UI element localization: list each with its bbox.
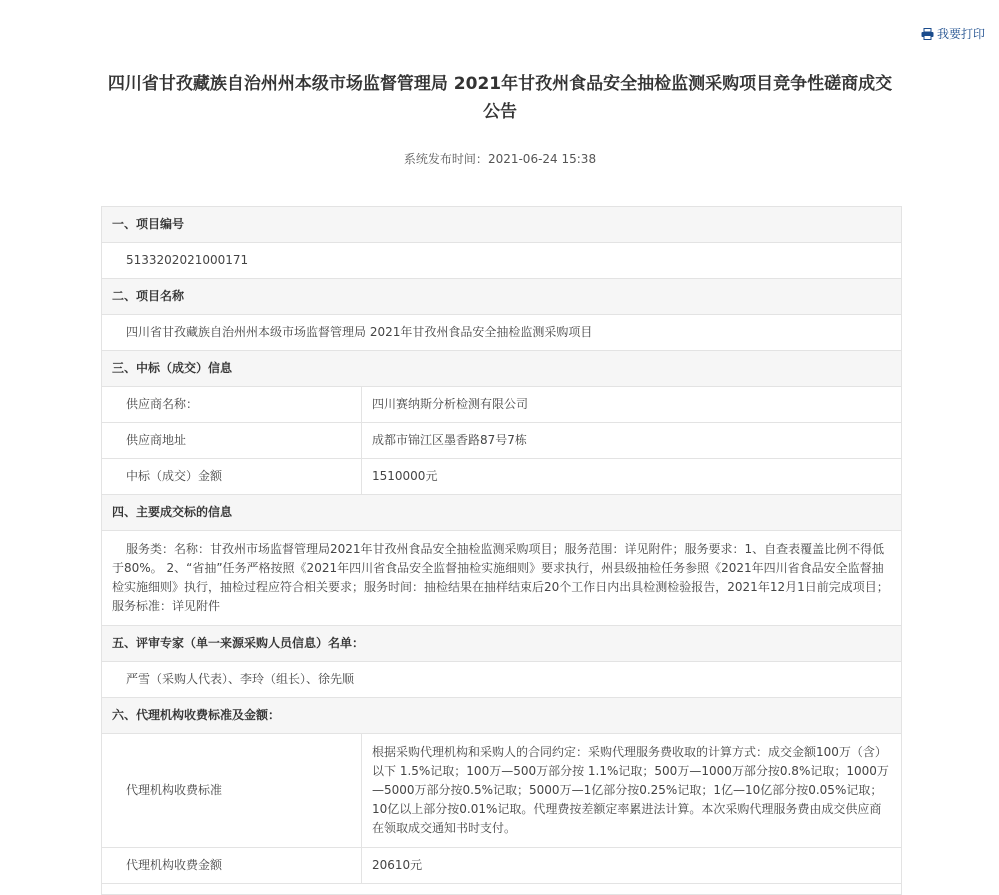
- project-number: 5133202021000171: [102, 243, 902, 279]
- subject-info-text: 服务类：名称：甘孜州市场监督管理局2021年甘孜州食品安全抽检监测采购项目；服务范围：详见附件；服务要求：1、自查表覆盖比例不得低于80%。 2、“省抽”任务严格按照《2021年四川省食品安全监督抽检实施细则》要求执行，州县级抽检任务参照《2021年四川省食品安全监督抽检实施细则》执行，抽检过程应符合相关要求；服务时间：抽检结果在抽样结束后20个工作日内出具检测检验报告，2021年12月1日前完成项目；服务标准：详见附件: [102, 531, 902, 626]
- section-heading-project-number: 一、项目编号: [102, 207, 902, 243]
- print-link[interactable]: [921, 25, 985, 42]
- supplier-name-value: 四川赛纳斯分析检测有限公司: [362, 387, 902, 423]
- publish-time: [100, 150, 900, 167]
- section-heading-agency-fee: 六、代理机构收费标准及金额：: [102, 698, 902, 734]
- announcement-table: [101, 206, 902, 895]
- supplier-address-label: 供应商地址: [102, 423, 362, 459]
- fee-standard-label: 代理机构收费标准: [102, 734, 362, 848]
- publish-time-label: 系统发布时间：: [403, 152, 488, 166]
- award-amount-value: 1510000元: [362, 459, 902, 495]
- section-heading-award-info: 三、中标（成交）信息: [102, 351, 902, 387]
- fee-amount-value: 20610元: [362, 848, 902, 884]
- fee-amount-label: 代理机构收费金额: [102, 848, 362, 884]
- section-heading-subject-info: 四、主要成交标的信息: [102, 495, 902, 531]
- section-heading-experts: 五、评审专家（单一来源采购人员信息）名单：: [102, 626, 902, 662]
- table-bottom-row: [102, 884, 902, 895]
- printer-icon: [921, 28, 934, 40]
- fee-standard-value: 根据采购代理机构和采购人的合同约定：采购代理服务费收取的计算方式：成交金额100万（含）以下 1.5%记取；100万—500万部分按 1.1%记取；500万—1000万部分按0.8%记取；1000万—5000万部分按0.5%记取；5000万—1亿部分按0.25%记取；1亿—10亿部分按0.05%记取；10亿以上部分按0.01%记取。代理费按差额定率累进法计算。本次采购代理服务费由成交供应商在领取成交通知书时支付。: [362, 734, 902, 848]
- print-label: 我要打印: [936, 27, 985, 41]
- section-heading-project-name: 二、项目名称: [102, 279, 902, 315]
- supplier-address-value: 成都市锦江区墨香路87号7栋: [362, 423, 902, 459]
- award-amount-label: 中标（成交）金额: [102, 459, 362, 495]
- experts-list: 严雪（采购人代表）、李玲（组长）、徐先顺: [102, 662, 902, 698]
- supplier-name-label: 供应商名称：: [102, 387, 362, 423]
- page-title: 四川省甘孜藏族自治州州本级市场监督管理局 2021年甘孜州食品安全抽检监测采购项目竞争性磋商成交公告: [107, 74, 893, 122]
- project-name: 四川省甘孜藏族自治州州本级市场监督管理局 2021年甘孜州食品安全抽检监测采购项目: [102, 315, 902, 351]
- publish-time-value: 2021-06-24 15:38: [487, 152, 597, 166]
